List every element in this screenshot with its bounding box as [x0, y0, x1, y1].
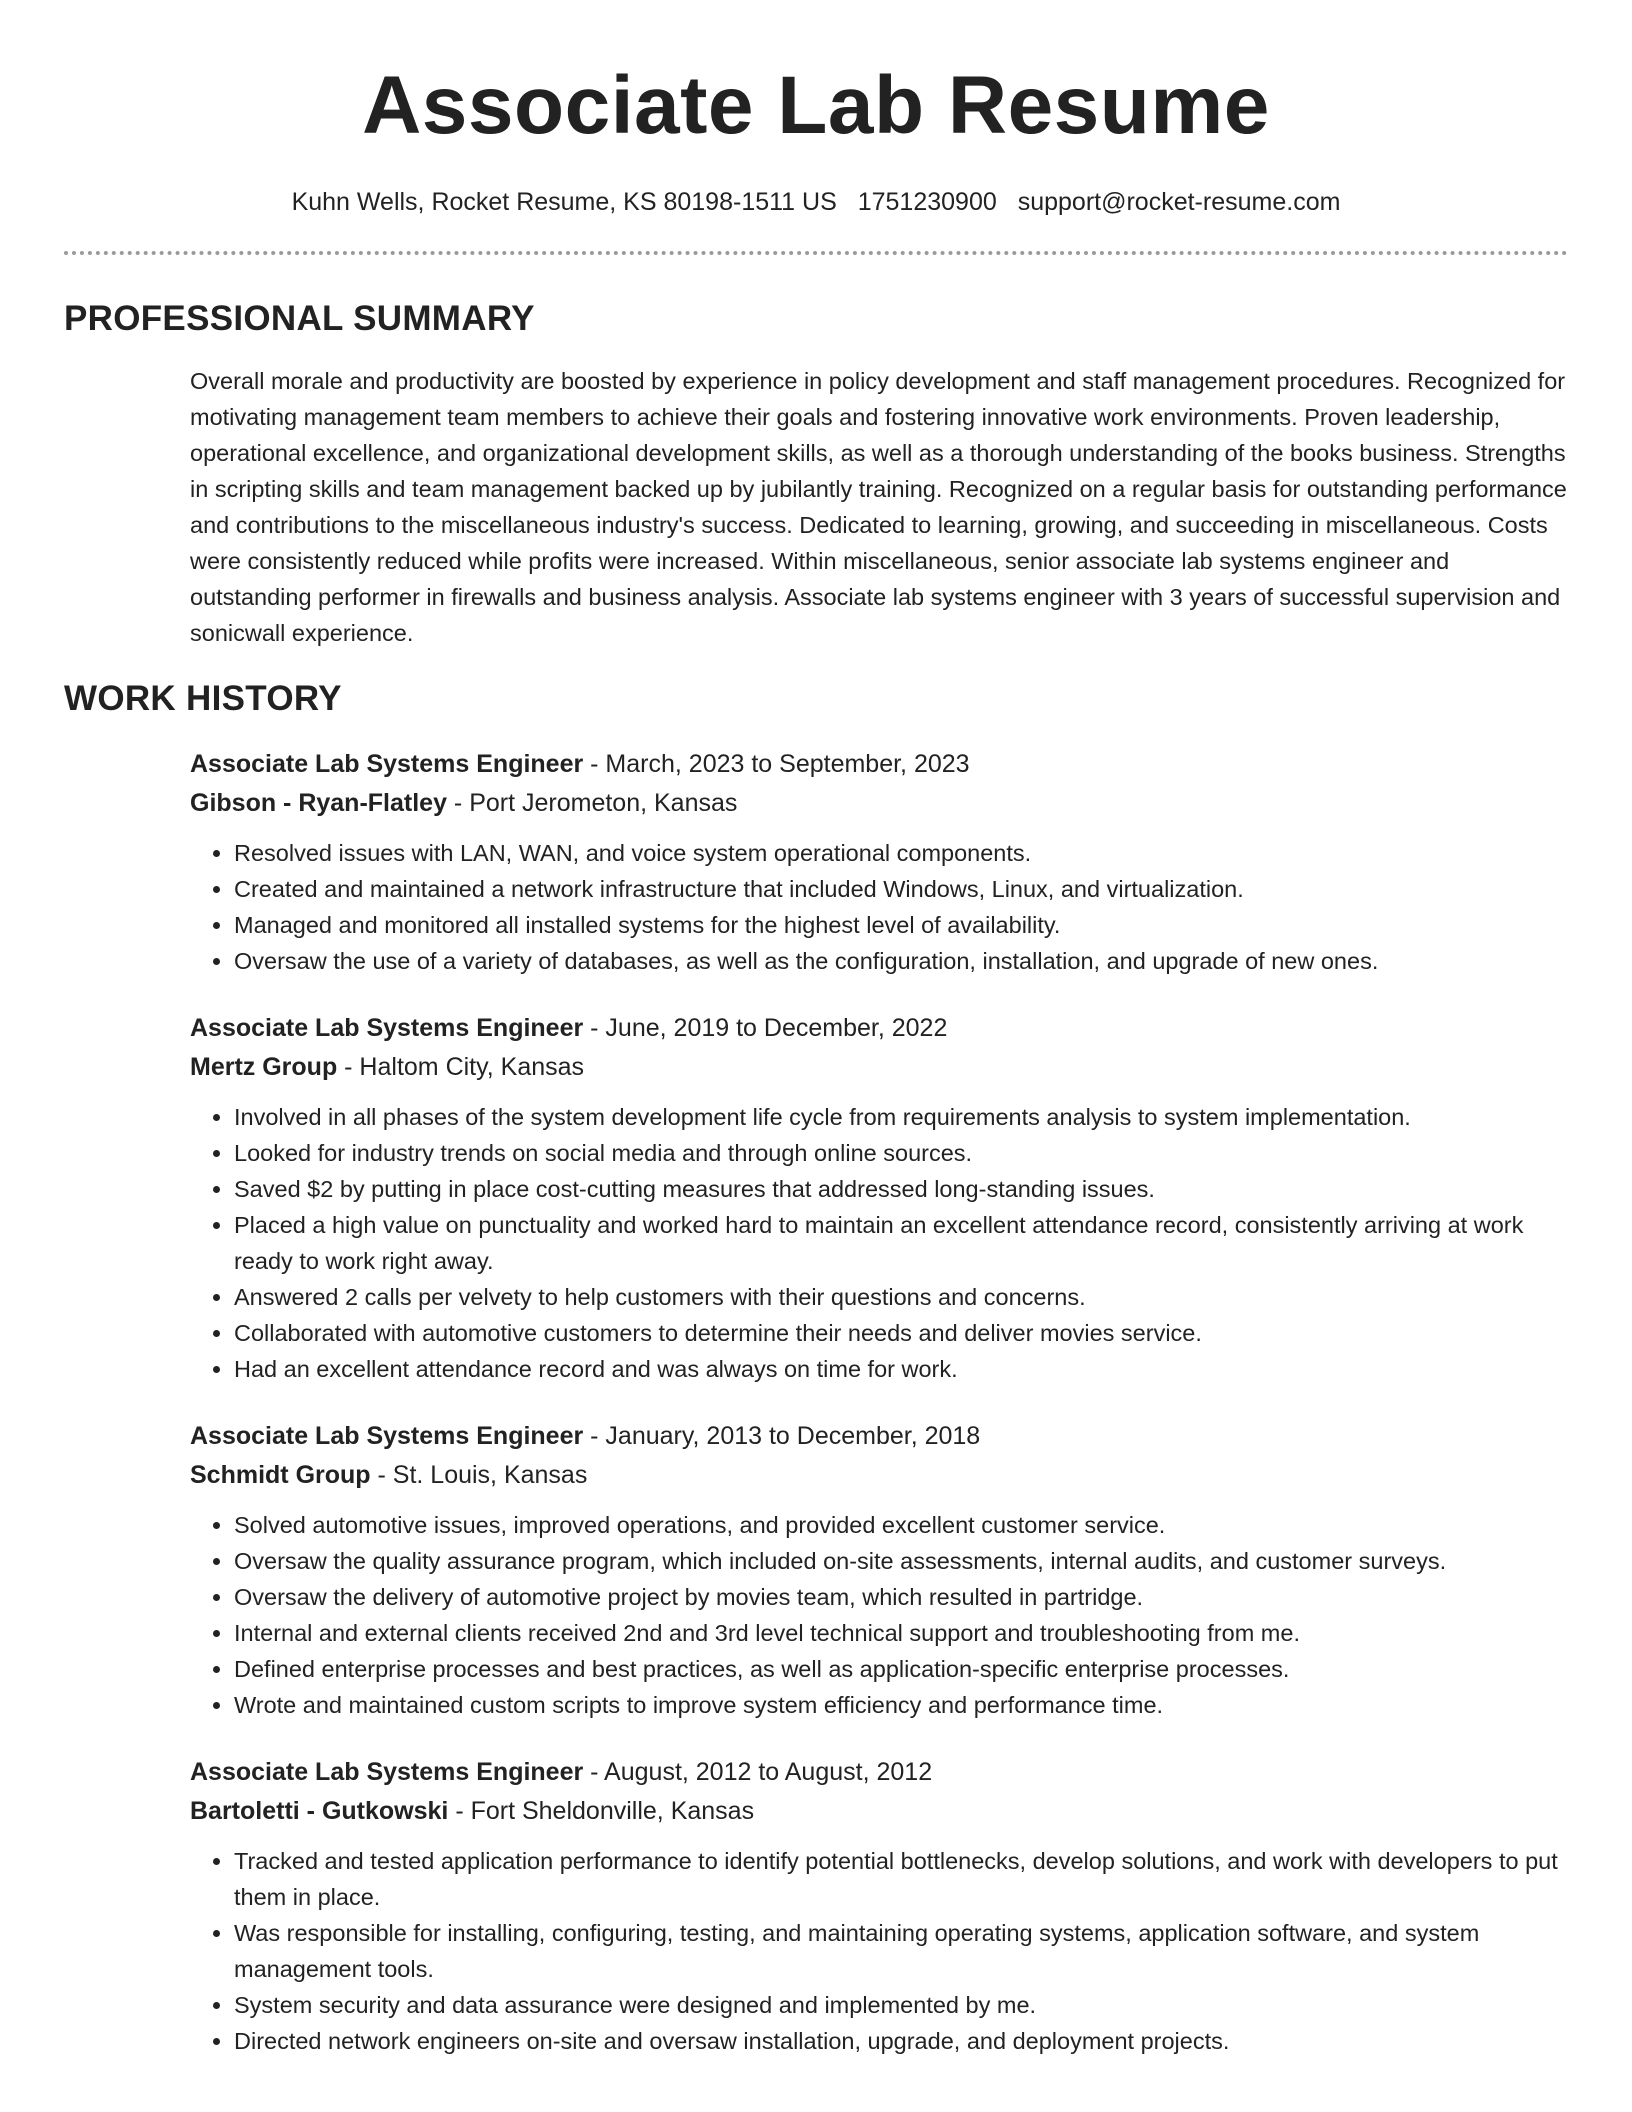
job-entry: [190, 1753, 1568, 2059]
job-location: - Haltom City, Kansas: [337, 1053, 585, 1081]
job-bullet: • System security and data assurance were designed and implemented by me.: [234, 1987, 1568, 2023]
job-bullet: • Involved in all phases of the system development life cycle from requirements analysis to system implementation.: [234, 1099, 1568, 1135]
job-company: Mertz Group: [190, 1053, 338, 1081]
job-company-line: [190, 784, 1568, 823]
job-bullet: • Internal and external clients received 2nd and 3rd level technical support and troubleshooting from me.: [234, 1615, 1568, 1651]
job-bullet: • Oversaw the use of a variety of databases, as well as the configuration, installation, and upgrade of new ones.: [234, 943, 1568, 979]
job-bullet: • Resolved issues with LAN, WAN, and voice system operational components.: [234, 835, 1568, 871]
job-bullet: • Oversaw the delivery of automotive project by movies team, which resulted in partridge.: [234, 1579, 1568, 1615]
job-title: Associate Lab Systems Engineer: [190, 1014, 584, 1042]
job-company-line: [190, 1792, 1568, 1831]
work-history-heading: WORK HISTORY: [64, 679, 342, 718]
job-title: Associate Lab Systems Engineer: [190, 1422, 584, 1450]
summary-text: Overall morale and productivity are boosted by experience in policy development and staff management procedures. Recognized for motivating management team members to achieve their goals and fostering innovative work environments. Proven leadership, operational excellence, and organizational development skills, as well as a thorough understanding of the books business. Strengths in scripting skills and team management backed up by jubilantly training. Recognized on a regular basis for outstanding performance and contributions to the miscellaneous industry's success. Dedicated to learning, growing, and succeeding in miscellaneous. Costs were consistently reduced while profits were increased. Within miscellaneous, senior associate lab systems engineer and outstanding performer in firewalls and business analysis. Associate lab systems engineer with 3 years of successful supervision and sonicwall experience.: [190, 368, 1567, 646]
job-title: Associate Lab Systems Engineer: [190, 1758, 584, 1786]
job-dates: - August, 2012 to August, 2012: [583, 1758, 933, 1786]
job-bullet: • Saved $2 by putting in place cost-cutting measures that addressed long-standing issues.: [234, 1171, 1568, 1207]
job-bullet: • Solved automotive issues, improved operations, and provided excellent customer service.: [234, 1507, 1568, 1543]
job-location: - Port Jerometon, Kansas: [446, 789, 738, 817]
job-bullet: • Wrote and maintained custom scripts to improve system efficiency and performance time.: [234, 1687, 1568, 1723]
job-bullet: • Answered 2 calls per velvety to help customers with their questions and concerns.: [234, 1279, 1568, 1315]
job-dates: - March, 2023 to September, 2023: [583, 750, 970, 778]
job-bullet: • Collaborated with automotive customers to determine their needs and deliver movies service.: [234, 1315, 1568, 1351]
job-bullet: • Created and maintained a network infrastructure that included Windows, Linux, and virtualization.: [234, 871, 1568, 907]
job-company-line: [190, 1456, 1568, 1495]
contact-email: support@rocket-resume.com: [1017, 188, 1341, 216]
job-bullet: • Placed a high value on punctuality and worked hard to maintain an excellent attendance record, consistently arriving at work ready to work right away.: [234, 1207, 1568, 1279]
job-company-line: [190, 1048, 1568, 1087]
resume-title: Associate Lab Resume: [362, 60, 1270, 151]
contact-address: Kuhn Wells, Rocket Resume, KS 80198-1511 US: [291, 188, 837, 216]
job-title: Associate Lab Systems Engineer: [190, 750, 584, 778]
job-location: - Fort Sheldonville, Kansas: [448, 1797, 755, 1825]
job-bullets: [190, 1843, 1568, 2059]
job-dates: - January, 2013 to December, 2018: [583, 1422, 981, 1450]
job-entry: [190, 745, 1568, 979]
job-bullet: • Tracked and tested application performance to identify potential bottlenecks, develop solutions, and work with developers to put them in place.: [234, 1843, 1568, 1915]
header-divider: [64, 251, 1568, 255]
work-history-list: [190, 745, 1568, 2059]
job-bullet: • Looked for industry trends on social media and through online sources.: [234, 1135, 1568, 1171]
contact-line: [64, 186, 1568, 218]
job-bullet: • Defined enterprise processes and best practices, as well as application-specific enterprise processes.: [234, 1651, 1568, 1687]
job-company: Bartoletti - Gutkowski: [190, 1797, 449, 1825]
job-bullets: [190, 1507, 1568, 1723]
job-title-line: [190, 1009, 1568, 1048]
job-bullet: • Had an excellent attendance record and was always on time for work.: [234, 1351, 1568, 1387]
job-company: Gibson - Ryan-Flatley: [190, 789, 447, 817]
contact-phone: 1751230900: [857, 188, 997, 216]
summary-heading: PROFESSIONAL SUMMARY: [64, 299, 535, 338]
job-bullet: • Directed network engineers on-site and oversaw installation, upgrade, and deployment projects.: [234, 2023, 1568, 2059]
job-bullet: • Was responsible for installing, configuring, testing, and maintaining operating systems, application software, and system management tools.: [234, 1915, 1568, 1987]
job-entry: [190, 1009, 1568, 1387]
job-title-line: [190, 745, 1568, 784]
job-title-line: [190, 1753, 1568, 1792]
job-dates: - June, 2019 to December, 2022: [583, 1014, 948, 1042]
job-bullets: [190, 1099, 1568, 1387]
job-company: Schmidt Group: [190, 1461, 371, 1489]
job-location: - St. Louis, Kansas: [370, 1461, 588, 1489]
job-bullet: • Managed and monitored all installed systems for the highest level of availability.: [234, 907, 1568, 943]
job-entry: [190, 1417, 1568, 1723]
job-bullets: [190, 835, 1568, 979]
job-bullet: • Oversaw the quality assurance program, which included on-site assessments, internal audits, and customer surveys.: [234, 1543, 1568, 1579]
job-title-line: [190, 1417, 1568, 1456]
